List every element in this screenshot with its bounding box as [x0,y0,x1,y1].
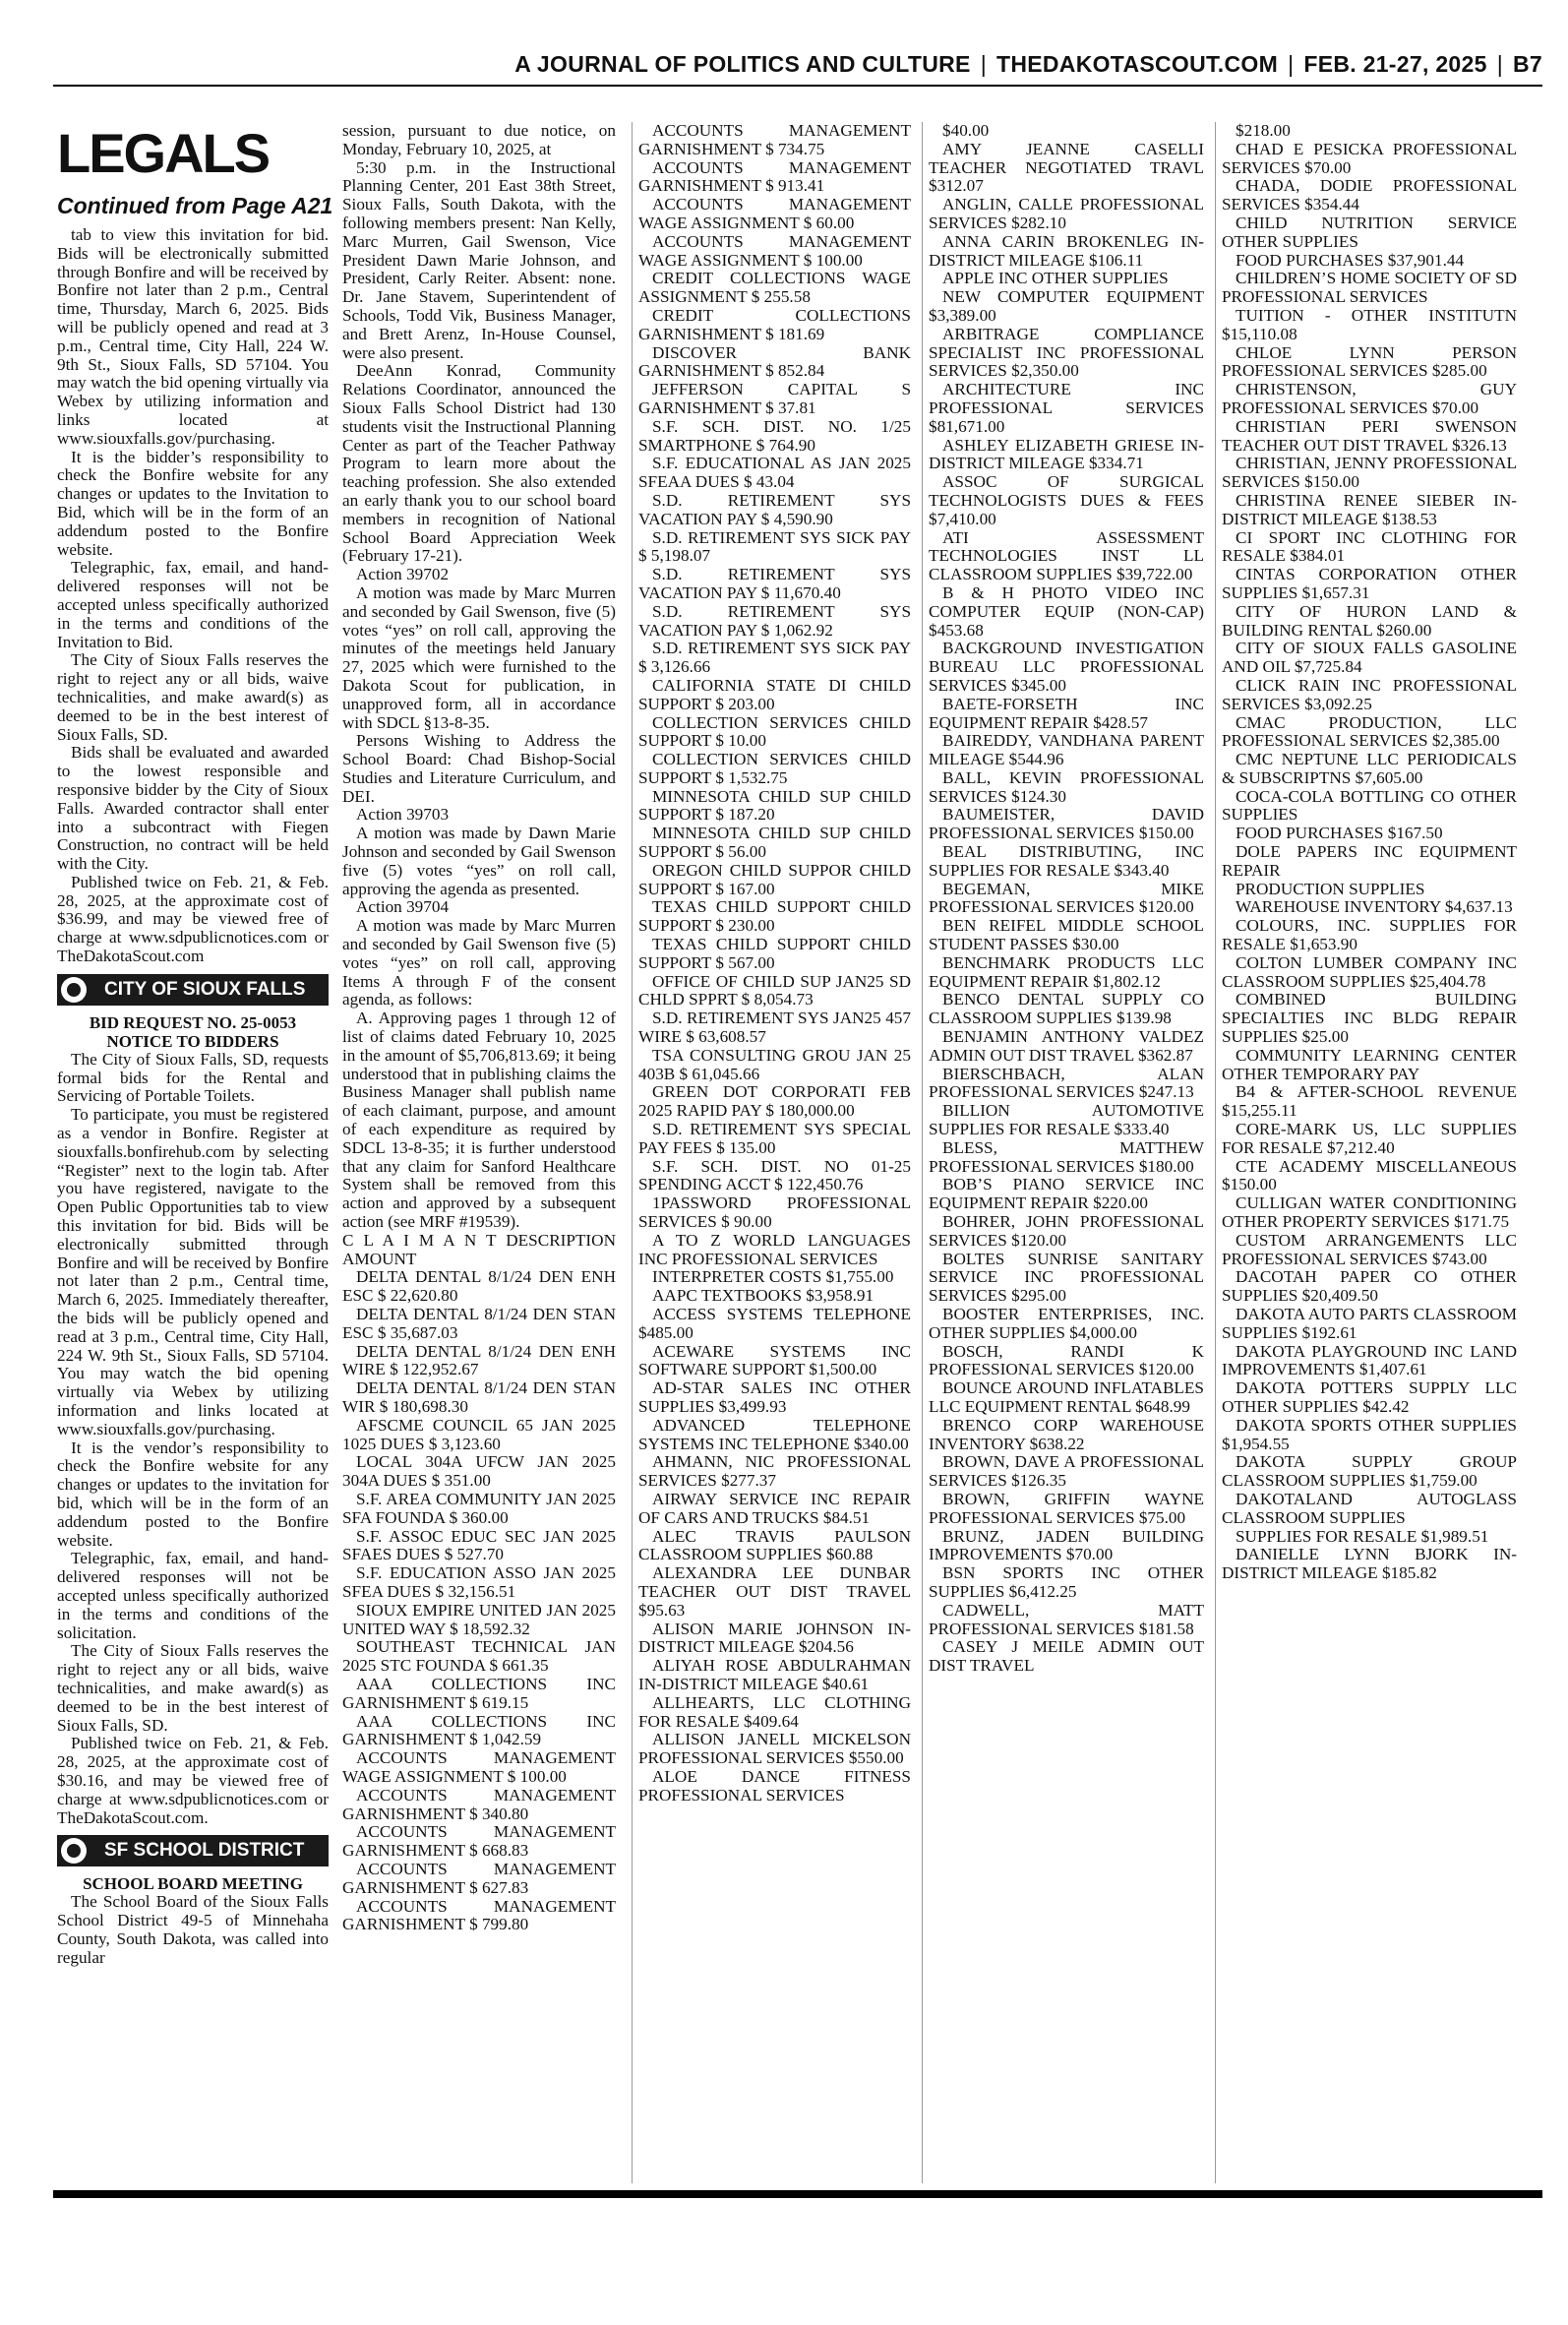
claim-entry: ACCOUNTS MANAGEMENT GARNISHMENT $ 340.80 [342,1785,616,1823]
claim-entry: AD-STAR SALES INC OTHER SUPPLIES $3,499.93 [638,1378,911,1416]
claim-entry: B & H PHOTO VIDEO INC COMPUTER EQUIP (NON-CAP) $453.68 [929,582,1204,640]
claim-entry: CTE ACADEMY MISCELLANEOUS $150.00 [1222,1156,1517,1194]
claim-entry: S.D. RETIREMENT SYS SICK PAY $ 3,126.66 [638,639,911,677]
claim-entry: $40.00 [942,122,990,140]
claim-entry: CINTAS CORPORATION OTHER SUPPLIES $1,657.31 [1222,565,1517,602]
claim-entry: CHAD E PESICKA PROFESSIONAL SERVICES $70.00 [1222,139,1517,177]
claim-entry: AAA COLLECTIONS INC GARNISHMENT $ 619.15 [342,1674,616,1712]
claim-entry: SUPPLIES FOR RESALE $1,989.51 [1236,1526,1489,1546]
paragraph: tab to view this invitation for bid. Bids will be electronically submitted through Bonfire and will be received by Bonfire not later than 2 p.m., Central time, Thursday, March 6, 2025. Bids will be publicly opened and read at 3 p.m., Central time, City Hall, 224 W. 9th St., Sioux Falls, SD 57104. You may watch the bid opening virtually via Webex by utilizing information and links located at www.siouxfalls.gov/purchasing. [57,226,329,448]
claim-entry: TSA CONSULTING GROU JAN 25 403B $ 61,045.66 [638,1045,911,1083]
claim-entry: TUITION - OTHER INSTITUTN $15,110.08 [1222,305,1517,343]
paragraph: session, pursuant to due notice, on Monday, February 10, 2025, at [342,122,616,158]
claim-entry: DAKOTA POTTERS SUPPLY LLC OTHER SUPPLIES $42.42 [1222,1378,1517,1416]
claim-entry: S.D. RETIREMENT SYS JAN25 457 WIRE $ 63,608.57 [638,1009,911,1047]
claim-entry: S.F. AREA COMMUNITY JAN 2025 SFA FOUNDA $ 360.00 [342,1489,616,1527]
paragraph: It is the bidder’s responsibility to check the Bonfire website for any changes or updates to the Invitation to Bid, which will be in the form of an addendum posted to the Bonfire website. [57,447,329,559]
claim-entry: DAKOTA AUTO PARTS CLASSROOM SUPPLIES $192.61 [1222,1305,1517,1342]
claim-entry: S.D. RETIREMENT SYS VACATION PAY $ 11,670.40 [638,565,911,602]
claim-entry: CITY OF SIOUX FALLS GASOLINE AND OIL $7,725.84 [1222,639,1517,677]
section-banner-city [57,974,329,1006]
claim-entry: ARBITRAGE COMPLIANCE SPECIALIST INC PROFESSIONAL SERVICES $2,350.00 [929,324,1204,381]
claim-entry: BEN REIFEL MIDDLE SCHOOL STUDENT PASSES $30.00 [929,916,1204,954]
claim-entry: CASEY J MEILE ADMIN OUT DIST TRAVEL [929,1637,1204,1676]
claim-entry: ACCOUNTS MANAGEMENT GARNISHMENT $ 627.83 [342,1859,616,1897]
claim-entry: 1PASSWORD PROFESSIONAL SERVICES $ 90.00 [638,1193,911,1232]
header-separator: | [980,51,987,77]
claim-entry: DISCOVER BANK GARNISHMENT $ 852.84 [638,342,911,381]
site-url: THEDAKOTASCOUT.COM [995,51,1279,77]
claim-entry: BAUMEISTER, DAVID PROFESSIONAL SERVICES $150.00 [929,805,1204,843]
header-rule [53,85,1542,87]
claim-entry: CLICK RAIN INC PROFESSIONAL SERVICES $3,092.25 [1222,675,1517,713]
claim-entry: DAKOTA SPORTS OTHER SUPPLIES $1,954.55 [1222,1415,1517,1453]
claim-entry: ANGLIN, CALLE PROFESSIONAL SERVICES $282.10 [929,195,1204,232]
claim-entry: S.F. SCH. DIST. NO 01-25 SPENDING ACCT $ 122,450.76 [638,1156,911,1194]
claim-entry: OFFICE OF CHILD SUP JAN25 SD CHLD SPPRT $ 8,054.73 [638,971,911,1010]
claim-entry: LOCAL 304A UFCW JAN 2025 304A DUES $ 351.00 [342,1452,616,1491]
claim-entry: S.F. SCH. DIST. NO. 1/25 SMARTPHONE $ 764.90 [638,416,911,455]
paragraph: The City of Sioux Falls reserves the right to reject any or all bids, waive technicalities, and make award(s) as deemed to be in the best interest of Sioux Falls, SD. [57,1641,329,1735]
claim-entry: DACOTAH PAPER CO OTHER SUPPLIES $20,409.50 [1222,1267,1517,1306]
claim-entry: NEW COMPUTER EQUIPMENT $3,389.00 [929,287,1204,325]
claim-entry: AIRWAY SERVICE INC REPAIR OF CARS AND TRUCKS $84.51 [638,1489,911,1527]
claim-entry: BENJAMIN ANTHONY VALDEZ ADMIN OUT DIST TRAVEL $362.87 [929,1027,1204,1065]
claim-entry: CITY OF HURON LAND & BUILDING RENTAL $260.00 [1222,601,1517,640]
column-4 [922,122,1204,2183]
claim-entry: BOLTES SUNRISE SANITARY SERVICE INC PROFESSIONAL SERVICES $295.00 [929,1249,1204,1306]
claim-entry: GREEN DOT CORPORATI FEB 2025 RAPID PAY $ 180,000.00 [638,1082,911,1121]
paragraph: The City of Sioux Falls, SD, requests formal bids for the Rental and Servicing of Portable Toilets. [57,1049,329,1106]
claim-entry: CI SPORT INC CLOTHING FOR RESALE $384.01 [1222,527,1517,566]
claim-entry: DELTA DENTAL 8/1/24 DEN ENH ESC $ 22,620.80 [342,1267,616,1306]
claim-entry: CREDIT COLLECTIONS GARNISHMENT $ 181.69 [638,305,911,343]
paragraph: The City of Sioux Falls reserves the right to reject any or all bids, waive technicalities, and make award(s) as deemed to be in the best interest of Sioux Falls, SD. [57,650,329,744]
section-title: LEGALS [57,122,270,184]
claim-entry: COLLECTION SERVICES CHILD SUPPORT $ 10.00 [638,712,911,751]
paragraph: To participate, you must be registered as a vendor in Bonfire. Register at siouxfalls.bonfirehub.com by selecting “Register” next to the login tab. After you have registered, navigate to the Open Public Opportunities tab to view this invitation for bid. Bids will be electronically submitted through Bonfire and will be received by Bonfire not later than 2 p.m., Central time, March 6, 2025. Immediately thereafter, the bids will be publicly opened and read at 3 p.m., Central time, City Hall, 224 W. 9th St., Sioux Falls, SD 57104. You may watch the bid opening virtually via Webex by utilizing information and links located at www.siouxfalls.gov/purchasing. [57,1105,329,1438]
paragraph: DeeAnn Konrad, Community Relations Coordinator, announced the Sioux Falls School District had 130 students visit the Instructional Planning Center as part of the Teacher Pathway Program to learn more about the teaching profession. She also extended an early thank you to our school board members in recognition of National School Board Appreciation Week (February 17-21). [342,361,616,566]
claim-entry: CHILD NUTRITION SERVICE OTHER SUPPLIES [1222,213,1517,251]
claim-entry: CHADA, DODIE PROFESSIONAL SERVICES $354.44 [1222,176,1517,214]
claim-entry: A TO Z WORLD LANGUAGES INC PROFESSIONAL SERVICES [638,1230,911,1268]
claim-entry: DANIELLE LYNN BJORK IN-DISTRICT MILEAGE $185.82 [1222,1545,1517,1583]
claim-entry: ACCOUNTS MANAGEMENT WAGE ASSIGNMENT $ 100.00 [342,1748,616,1786]
claim-entry: BAIREDDY, VANDHANA PARENT MILEAGE $544.96 [929,731,1204,769]
claim-entry: COLLECTION SERVICES CHILD SUPPORT $ 1,532.75 [638,750,911,787]
claim-entry: S.D. RETIREMENT SYS SPECIAL PAY FEES $ 135.00 [638,1120,911,1157]
paragraph: A. Approving pages 1 through 12 of list of claims dated February 10, 2025 in the amount of $5,706,813.69; it being understood that in publishing claims the Business Manager shall publish name of each claimant, purpose, and amount of each expenditure as required by SDCL 13-8-35; it is further understood that any claim for Sanford Healthcare System shall be removed from this action and approved by a subsequent action (see MRF #19539). [342,1009,616,1232]
claim-entry: ALLHEARTS, LLC CLOTHING FOR RESALE $409.64 [638,1692,911,1731]
section-banner-school [57,1835,329,1866]
claim-entry: AAA COLLECTIONS INC GARNISHMENT $ 1,042.59 [342,1711,616,1749]
claim-entry: CORE-MARK US, LLC SUPPLIES FOR RESALE $7,212.40 [1222,1120,1517,1157]
claim-entry: CHLOE LYNN PERSON PROFESSIONAL SERVICES $285.00 [1222,342,1517,381]
claim-entry: AFSCME COUNCIL 65 JAN 2025 1025 DUES $ 3,123.60 [342,1415,616,1453]
claim-entry: COLTON LUMBER COMPANY INC CLASSROOM SUPPLIES $25,404.78 [1222,952,1517,991]
claim-entry: BRENCO CORP WAREHOUSE INVENTORY $638.22 [929,1415,1204,1453]
claim-entry: CMAC PRODUCTION, LLC PROFESSIONAL SERVICES $2,385.00 [1222,712,1517,751]
claim-entry: COCA-COLA BOTTLING CO OTHER SUPPLIES [1222,786,1517,825]
claims-list [929,122,1204,1676]
claim-entry: FOOD PURCHASES $37,901.44 [1236,250,1465,270]
claim-entry: ACEWARE SYSTEMS INC SOFTWARE SUPPORT $1,500.00 [638,1341,911,1379]
claim-entry: MINNESOTA CHILD SUP CHILD SUPPORT $ 56.00 [638,824,911,862]
claim-entry: COLOURS, INC. SUPPLIES FOR RESALE $1,653.90 [1222,916,1517,954]
banner-label: SF SCHOOL DISTRICT [104,1840,305,1862]
claim-entry: BLESS, MATTHEW PROFESSIONAL SERVICES $180.00 [929,1137,1204,1176]
claim-entry: COMMUNITY LEARNING CENTER OTHER TEMPORARY PAY [1222,1045,1517,1083]
claim-entry: DELTA DENTAL 8/1/24 DEN STAN WIR $ 180,698.30 [342,1378,616,1416]
claim-entry: ALLISON JANELL MICKELSON PROFESSIONAL SERVICES $550.00 [638,1730,911,1768]
claim-entry: ACCOUNTS MANAGEMENT GARNISHMENT $ 799.80 [342,1896,616,1934]
bid-title: BID REQUEST NO. 25-0053 [89,1012,297,1032]
header-separator: | [1288,51,1295,77]
paragraph: Telegraphic, fax, email, and hand-delivered responses will not be accepted unless specifically authorized in the terms and conditions of the solicitation. [57,1549,329,1642]
continued-note: Continued from Page A21 [57,193,333,218]
claim-entry: S.D. RETIREMENT SYS VACATION PAY $ 4,590.90 [638,490,911,528]
claim-entry: BOUNCE AROUND INFLATABLES LLC EQUIPMENT RENTAL $648.99 [929,1378,1204,1416]
claim-entry: $218.00 [1236,122,1291,140]
claim-entry: S.F. ASSOC EDUC SEC JAN 2025 SFAES DUES $ 527.70 [342,1526,616,1564]
claim-entry: BENCO DENTAL SUPPLY CO CLASSROOM SUPPLIES $139.98 [929,990,1204,1028]
claimant-header: C L A I M A N T DESCRIPTION AMOUNT [342,1230,616,1268]
issue-date: FEB. 21-27, 2025 [1303,51,1487,77]
claim-entry: ALOE DANCE FITNESS PROFESSIONAL SERVICES [638,1766,911,1805]
page-number: B7 [1512,51,1542,77]
claim-entry: DELTA DENTAL 8/1/24 DEN ENH WIRE $ 122,952.67 [342,1341,616,1379]
meeting-title: SCHOOL BOARD MEETING [83,1874,303,1894]
claim-entry: MINNESOTA CHILD SUP CHILD SUPPORT $ 187.20 [638,786,911,825]
paragraph: A motion was made by Marc Murren and seconded by Gail Swenson, five (5) votes “yes” on roll call, approving the minutes of the meetings held January 27, 2025 which were furnished to the Dakota Scout for publication, in unapproved form, all in accordance with SDCL §13-8-35. [342,582,616,732]
claim-entry: BALL, KEVIN PROFESSIONAL SERVICES $124.30 [929,767,1204,806]
claim-entry: S.D. RETIREMENT SYS VACATION PAY $ 1,062.92 [638,601,911,640]
claim-entry: BILLION AUTOMOTIVE SUPPLIES FOR RESALE $333.40 [929,1101,1204,1139]
claim-entry: BOHRER, JOHN PROFESSIONAL SERVICES $120.00 [929,1212,1204,1250]
claim-entry: CUSTOM ARRANGEMENTS LLC PROFESSIONAL SERVICES $743.00 [1222,1230,1517,1268]
claim-entry: ALIYAH ROSE ABDULRAHMAN IN-DISTRICT MILEAGE $40.61 [638,1656,911,1693]
claim-entry: S.F. EDUCATION ASSO JAN 2025 SFEA DUES $ 32,156.51 [342,1563,616,1601]
claims-list [1222,122,1517,1583]
header-separator: | [1496,51,1503,77]
claim-entry: CHRISTINA RENEE SIEBER IN-DISTRICT MILEAGE $138.53 [1222,490,1517,528]
claim-entry: BOB’S PIANO SERVICE INC EQUIPMENT REPAIR $220.00 [929,1175,1204,1213]
paragraph: 5:30 p.m. in the Instructional Planning Center, 201 East 38th Street, Sioux Falls, South Dakota, with the following members present: Nan Kelly, Marc Murren, Gail Swenson, Vice President Dawn Marie Johnson, and President, Carly Reiter. Absent: none. Dr. Jane Stavem, Superintendent of Schools, Todd Vik, Business Manager, and Brett Arenz, In-House Counsel, were also present. [342,157,616,362]
claim-entry: CHRISTENSON, GUY PROFESSIONAL SERVICES $70.00 [1222,380,1517,417]
paragraph: The School Board of the Sioux Falls School District 49-5 of Minnehaha County, South Dakota, was called into regular [57,1892,329,1967]
claim-entry: CHRISTIAN, JENNY PROFESSIONAL SERVICES $150.00 [1222,454,1517,492]
column-5 [1215,122,1517,2183]
claim-entry: BEGEMAN, MIKE PROFESSIONAL SERVICES $120.00 [929,879,1204,917]
claim-entry: ASSOC OF SURGICAL TECHNOLOGISTS DUES & FEES $7,410.00 [929,472,1204,528]
claim-entry: BENCHMARK PRODUCTS LLC EQUIPMENT REPAIR $1,802.12 [929,952,1204,991]
bid-subtitle: NOTICE TO BIDDERS [106,1031,279,1051]
footer-rule [53,2190,1542,2198]
claim-entry: CREDIT COLLECTIONS WAGE ASSIGNMENT $ 255.58 [638,269,911,307]
claim-entry: AMY JEANNE CASELLI TEACHER NEGOTIATED TRAVL $312.07 [929,139,1204,196]
claim-entry: BSN SPORTS INC OTHER SUPPLIES $6,412.25 [929,1563,1204,1601]
claim-entry: CALIFORNIA STATE DI CHILD SUPPORT $ 203.00 [638,675,911,713]
claim-entry: ALEXANDRA LEE DUNBAR TEACHER OUT DIST TRAVEL $95.63 [638,1563,911,1620]
claim-entry: CMC NEPTUNE LLC PERIODICALS & SUBSCRIPTNS $7,605.00 [1222,750,1517,787]
claim-entry: ACCOUNTS MANAGEMENT WAGE ASSIGNMENT $ 60.00 [638,195,911,232]
claim-entry: CHILDREN’S HOME SOCIETY OF SD PROFESSIONAL SERVICES [1222,269,1517,307]
claim-entry: CHRISTIAN PERI SWENSON TEACHER OUT DIST TRAVEL $326.13 [1222,416,1517,455]
paragraph: Persons Wishing to Address the School Board: Chad Bishop-Social Studies and Literature Curriculum, and DEI. [342,731,616,806]
claim-entry: BROWN, DAVE A PROFESSIONAL SERVICES $126.35 [929,1452,1204,1491]
claim-entry: BIERSCHBACH, ALAN PROFESSIONAL SERVICES $247.13 [929,1064,1204,1102]
paragraph: Published twice on Feb. 21, & Feb. 28, 2025, at the approximate cost of $30.16, and may be viewed free of charge at www.sdpublicnotices.com or TheDakotaScout.com. [57,1734,329,1827]
claim-entry: PRODUCTION SUPPLIES [1236,879,1425,898]
claim-entry: ADVANCED TELEPHONE SYSTEMS INC TELEPHONE $340.00 [638,1415,911,1453]
claim-entry: BOSCH, RANDI K PROFESSIONAL SERVICES $120.00 [929,1341,1204,1379]
claim-entry: DAKOTA SUPPLY GROUP CLASSROOM SUPPLIES $1,759.00 [1222,1452,1517,1491]
claim-entry: BACKGROUND INVESTIGATION BUREAU LLC PROFESSIONAL SERVICES $345.00 [929,639,1204,695]
paragraph: Bids shall be evaluated and awarded to the lowest responsible and responsive bidder by the City of Sioux Falls. Awarded contractor shall enter into a subcontract with Fiegen Construction, no contract will be held with the City. [57,743,329,874]
claim-entry: BAETE-FORSETH INC EQUIPMENT REPAIR $428.57 [929,694,1204,732]
claim-entry: ACCOUNTS MANAGEMENT WAGE ASSIGNMENT $ 100.00 [638,231,911,270]
claim-entry: CULLIGAN WATER CONDITIONING OTHER PROPERTY SERVICES $171.75 [1222,1193,1517,1232]
paragraph: A motion was made by Dawn Marie Johnson and seconded by Gail Swenson five (5) votes “yes” on roll call, approving the agenda as presented. [342,824,616,898]
claim-entry: BOOSTER ENTERPRISES, INC. OTHER SUPPLIES $4,000.00 [929,1305,1204,1342]
paragraph: A motion was made by Marc Murren and seconded by Gail Swenson five (5) votes “yes” on roll call, approving Items A through F of the consent agenda, as follows: [342,916,616,1010]
claim-entry: BRUNZ, JADEN BUILDING IMPROVEMENTS $70.00 [929,1526,1204,1564]
claim-entry: ACCESS SYSTEMS TELEPHONE $485.00 [638,1305,911,1342]
claim-entry: WAREHOUSE INVENTORY $4,637.13 [1236,897,1513,917]
claim-entry: ASHLEY ELIZABETH GRIESE IN-DISTRICT MILEAGE $334.71 [929,435,1204,473]
claim-entry: INTERPRETER COSTS $1,755.00 [652,1267,894,1287]
claim-entry: OREGON CHILD SUPPOR CHILD SUPPORT $ 167.00 [638,860,911,898]
claim-entry: FOOD PURCHASES $167.50 [1236,824,1443,843]
claim-entry: B4 & AFTER-SCHOOL REVENUE $15,255.11 [1222,1082,1517,1121]
claim-entry: AAPC TEXTBOOKS $3,958.91 [652,1286,874,1306]
claim-entry: S.D. RETIREMENT SYS SICK PAY $ 5,198.07 [638,527,911,566]
claim-entry: S.F. EDUCATIONAL AS JAN 2025 SFEAA DUES $ 43.04 [638,454,911,492]
claim-entry: TEXAS CHILD SUPPORT CHILD SUPPORT $ 230.00 [638,897,911,936]
column-2 [342,122,616,2183]
claim-entry: COMBINED BUILDING SPECIALTIES INC BLDG REPAIR SUPPLIES $25.00 [1222,990,1517,1047]
claim-entry: TEXAS CHILD SUPPORT CHILD SUPPORT $ 567.00 [638,935,911,972]
claim-entry: DAKOTALAND AUTOGLASS CLASSROOM SUPPLIES [1222,1489,1517,1527]
claim-entry: DELTA DENTAL 8/1/24 DEN STAN ESC $ 35,687.03 [342,1305,616,1342]
paragraph: Published twice on Feb. 21, & Feb. 28, 2025, at the approximate cost of $36.99, and may be viewed free of charge at www.sdpublicnotices.com or TheDakotaScout.com [57,872,329,966]
school-logo-icon [61,1838,87,1864]
claim-entry: ACCOUNTS MANAGEMENT GARNISHMENT $ 734.75 [638,122,911,158]
claim-entry: BEAL DISTRIBUTING, INC SUPPLIES FOR RESALE $343.40 [929,842,1204,880]
claim-entry: SIOUX EMPIRE UNITED JAN 2025 UNITED WAY $ 18,592.32 [342,1600,616,1638]
claims-list [638,122,911,1805]
claim-entry: ATI ASSESSMENT TECHNOLOGIES INST LL CLASSROOM SUPPLIES $39,722.00 [929,527,1204,584]
claim-entry: APPLE INC OTHER SUPPLIES [942,269,1169,288]
banner-label: CITY OF SIOUX FALLS [104,978,306,1000]
paragraph: Action 39704 [356,897,450,917]
claim-entry: BROWN, GRIFFIN WAYNE PROFESSIONAL SERVICES $75.00 [929,1489,1204,1527]
paragraph: It is the vendor’s responsibility to check the Bonfire website for any changes or updates to the invitation for bid, which will be in the form of an addendum posted to the Bonfire website. [57,1438,329,1550]
paragraph: Action 39703 [356,805,450,825]
claim-entry: ARCHITECTURE INC PROFESSIONAL SERVICES $81,671.00 [929,380,1204,436]
column-3 [632,122,911,2183]
claim-entry: ACCOUNTS MANAGEMENT GARNISHMENT $ 913.41 [638,157,911,196]
paragraph: Action 39702 [356,565,450,584]
claim-entry: DAKOTA PLAYGROUND INC LAND IMPROVEMENTS $1,407.61 [1222,1341,1517,1379]
paragraph: Telegraphic, fax, email, and hand-delivered responses will not be accepted unless specifically authorized in the terms and conditions of the Invitation to Bid. [57,558,329,651]
page-header [0,51,1568,85]
claim-entry: AHMANN, NIC PROFESSIONAL SERVICES $277.37 [638,1452,911,1491]
claim-entry: JEFFERSON CAPITAL S GARNISHMENT $ 37.81 [638,380,911,417]
claim-entry: ALEC TRAVIS PAULSON CLASSROOM SUPPLIES $60.88 [638,1526,911,1564]
claim-entry: ALISON MARIE JOHNSON IN-DISTRICT MILEAGE $204.56 [638,1619,911,1657]
claim-entry: SOUTHEAST TECHNICAL JAN 2025 STC FOUNDA $ 661.35 [342,1637,616,1676]
claims-list [342,1268,616,1934]
claim-entry: ANNA CARIN BROKENLEG IN-DISTRICT MILEAGE $106.11 [929,231,1204,270]
claim-entry: CADWELL, MATT PROFESSIONAL SERVICES $181.58 [929,1600,1204,1638]
journal-tagline: A JOURNAL OF POLITICS AND CULTURE [514,51,971,77]
claim-entry: DOLE PAPERS INC EQUIPMENT REPAIR [1222,842,1517,880]
claim-entry: ACCOUNTS MANAGEMENT GARNISHMENT $ 668.83 [342,1822,616,1861]
column-1 [57,226,329,2184]
city-logo-icon [61,977,87,1003]
